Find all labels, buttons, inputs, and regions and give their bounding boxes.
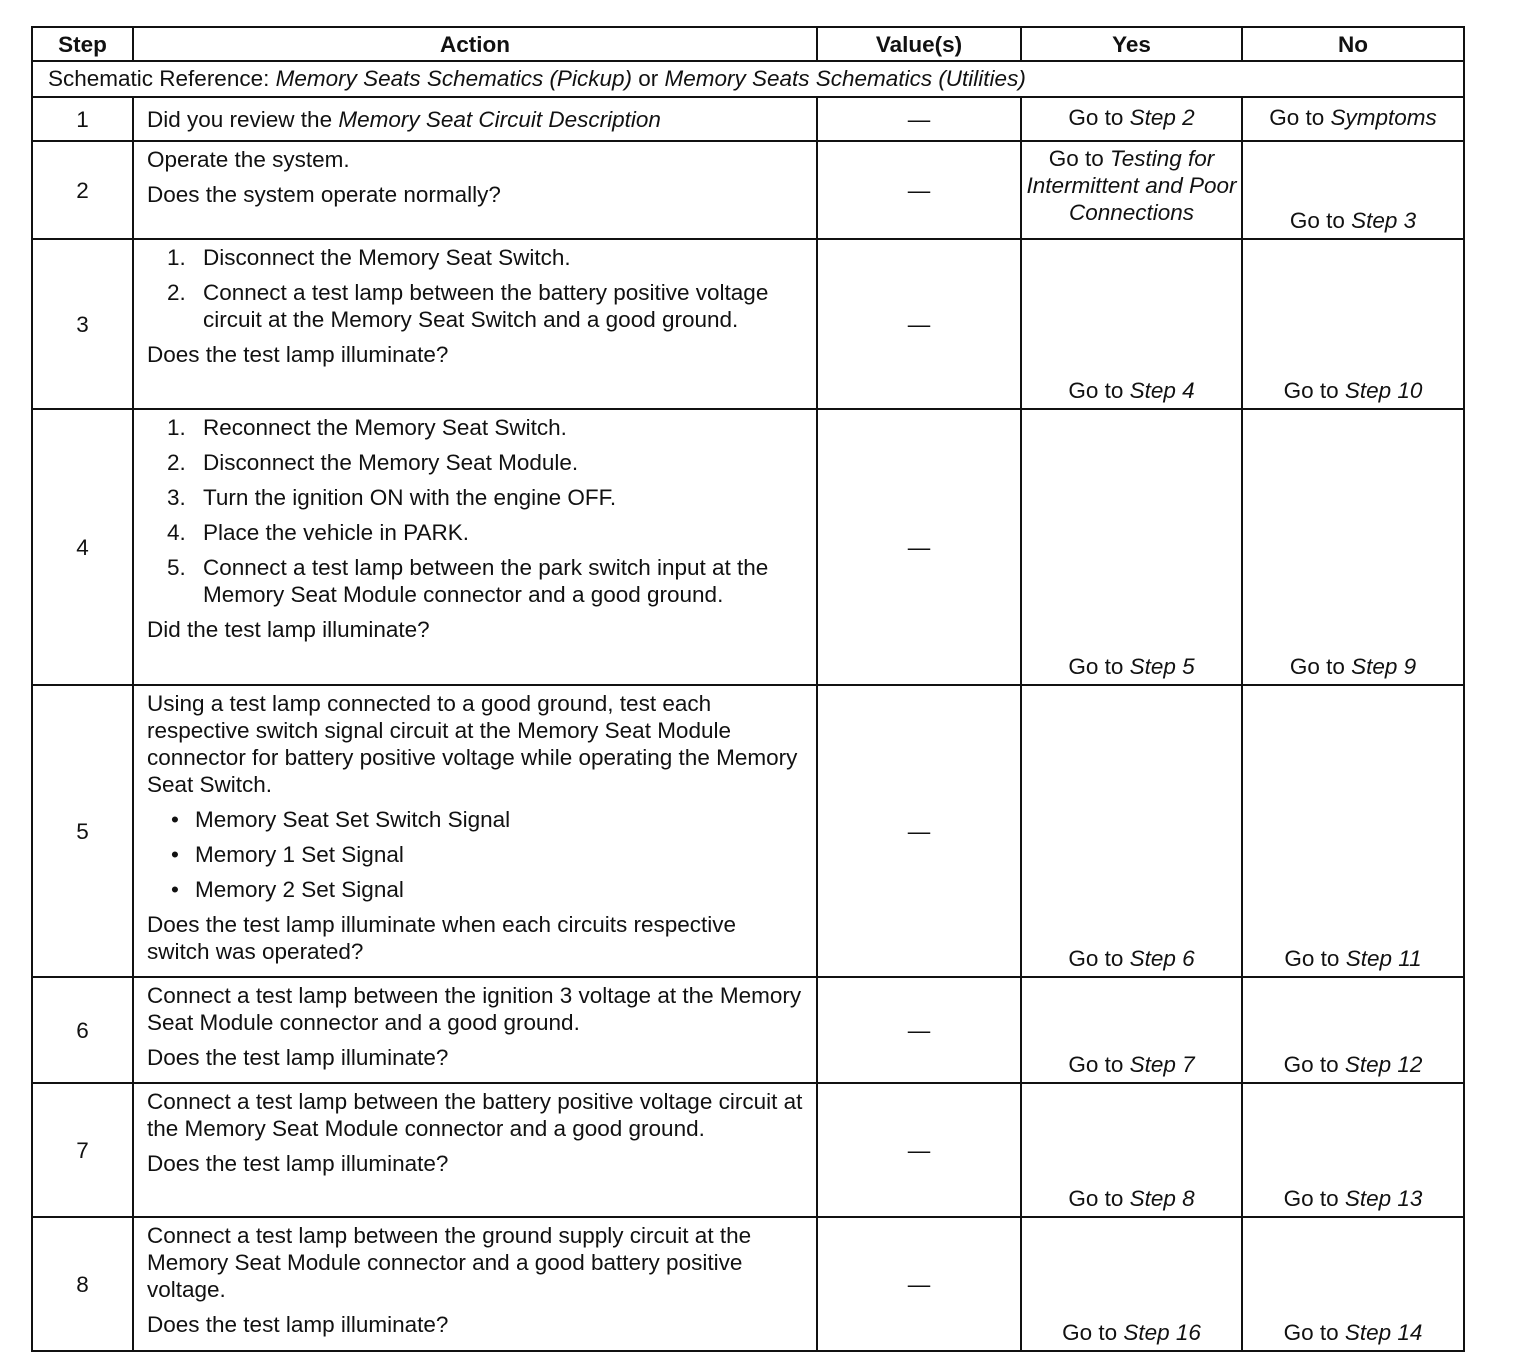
no-cell xyxy=(1242,239,1464,409)
no-link[interactable]: Step 10 xyxy=(1344,378,1423,403)
yes-cell xyxy=(1021,97,1242,141)
step-number: 1 xyxy=(32,97,133,141)
yes-link[interactable]: Step 5 xyxy=(1129,654,1195,679)
no-cell xyxy=(1242,141,1464,239)
list-item: 1. Disconnect the Memory Seat Switch. xyxy=(167,245,571,270)
value-cell: — xyxy=(817,685,1021,977)
action-question: Did the test lamp illuminate? xyxy=(147,617,430,642)
action-question: Does the test lamp illuminate? xyxy=(147,1312,449,1337)
diagnostic-table xyxy=(31,26,1465,1352)
step-number: 5 xyxy=(32,685,133,977)
yes-link[interactable]: Step 7 xyxy=(1129,1052,1195,1077)
list-item: • Memory 2 Set Signal xyxy=(171,877,404,902)
no-cell xyxy=(1242,409,1464,685)
no-cell xyxy=(1242,1217,1464,1351)
yes-prefix: Go to xyxy=(1068,104,1130,130)
no-link[interactable]: Step 11 xyxy=(1345,946,1422,971)
header-row xyxy=(32,27,1464,61)
action-question: Does the test lamp illuminate when each circuits respective switch was operated? xyxy=(147,912,737,964)
action-question: Does the test lamp illuminate? xyxy=(147,1151,449,1176)
no-cell xyxy=(1242,97,1464,141)
yes-prefix: Go to xyxy=(1068,1186,1130,1211)
step-number: 4 xyxy=(32,409,133,685)
yes-cell xyxy=(1021,1217,1242,1351)
action-cell xyxy=(133,239,817,409)
yes-link[interactable]: Step 6 xyxy=(1129,946,1195,971)
no-link[interactable]: Step 13 xyxy=(1344,1186,1423,1211)
yes-cell xyxy=(1021,141,1242,239)
header-no: No xyxy=(1242,27,1464,61)
yes-link[interactable]: Step 2 xyxy=(1129,104,1195,130)
step-number: 2 xyxy=(32,141,133,239)
list-item: 4. Place the vehicle in PARK. xyxy=(167,520,469,545)
table-row xyxy=(32,977,1464,1083)
no-link[interactable]: Step 12 xyxy=(1344,1052,1423,1077)
action-cell xyxy=(133,685,817,977)
yes-link[interactable]: Step 8 xyxy=(1129,1186,1195,1211)
schematic-link-utilities[interactable]: Memory Seats Schematics (Utilities) xyxy=(664,66,1026,91)
action-intro: Using a test lamp connected to a good ground, test each respective switch signal circuit at the Memory Seat Module connector for battery positive voltage while operating the Memory Seat Switch. xyxy=(147,691,798,797)
signal-list xyxy=(147,806,804,903)
list-item: 5. Connect a test lamp between the park switch input at the Memory Seat Module connector and a good ground. xyxy=(167,555,769,607)
yes-cell xyxy=(1021,1083,1242,1217)
header-step: Step xyxy=(32,27,133,61)
no-cell xyxy=(1242,685,1464,977)
action-question: Does the test lamp illuminate? xyxy=(147,342,449,367)
action-link[interactable]: Memory Seat Circuit Description xyxy=(338,106,661,132)
yes-cell xyxy=(1021,239,1242,409)
header-values: Value(s) xyxy=(817,27,1021,61)
value-cell: — xyxy=(817,97,1021,141)
no-prefix: Go to xyxy=(1283,1052,1345,1077)
list-item: 1. Reconnect the Memory Seat Switch. xyxy=(167,415,567,440)
no-link[interactable]: Step 9 xyxy=(1351,654,1417,679)
value-cell: — xyxy=(817,239,1021,409)
list-item: • Memory 1 Set Signal xyxy=(171,842,404,867)
action-steps xyxy=(147,414,804,608)
table-row xyxy=(32,239,1464,409)
list-item: 2. Disconnect the Memory Seat Module. xyxy=(167,450,579,475)
no-prefix: Go to xyxy=(1283,1320,1345,1345)
schematic-reference xyxy=(32,61,1464,97)
action-intro: Connect a test lamp between the battery positive voltage circuit at the Memory Seat Module connector and a good ground. xyxy=(147,1089,803,1141)
yes-prefix: Go to xyxy=(1068,1052,1130,1077)
no-link[interactable]: Step 14 xyxy=(1344,1320,1423,1345)
no-link[interactable]: Step 3 xyxy=(1351,208,1417,233)
yes-prefix: Go to xyxy=(1068,654,1130,679)
schematic-ref-or: or xyxy=(631,66,665,91)
table-row xyxy=(32,685,1464,977)
action-cell xyxy=(133,1217,817,1351)
schematic-reference-row xyxy=(32,61,1464,97)
table-row xyxy=(32,141,1464,239)
action-question: Does the test lamp illuminate? xyxy=(147,1045,449,1070)
action-cell xyxy=(133,141,817,239)
action-cell xyxy=(133,97,817,141)
action-intro: Operate the system. xyxy=(147,147,350,172)
no-prefix: Go to xyxy=(1283,1186,1345,1211)
list-item: 2. Connect a test lamp between the battery positive voltage circuit at the Memory Seat Switch and a good ground. xyxy=(167,280,769,332)
value-cell: — xyxy=(817,141,1021,239)
no-cell xyxy=(1242,1083,1464,1217)
step-number: 3 xyxy=(32,239,133,409)
list-item: • Memory Seat Set Switch Signal xyxy=(171,807,511,832)
table-row xyxy=(32,97,1464,141)
yes-link[interactable]: Step 16 xyxy=(1123,1320,1201,1345)
no-prefix: Go to xyxy=(1269,104,1331,130)
no-cell xyxy=(1242,977,1464,1083)
value-cell: — xyxy=(817,1217,1021,1351)
table-row xyxy=(32,1083,1464,1217)
yes-cell xyxy=(1021,409,1242,685)
no-prefix: Go to xyxy=(1289,208,1352,233)
action-cell xyxy=(133,977,817,1083)
action-intro: Connect a test lamp between the ground supply circuit at the Memory Seat Module connector and a good battery positive voltage. xyxy=(147,1223,752,1302)
yes-cell xyxy=(1021,977,1242,1083)
schematic-ref-prefix: Schematic Reference: xyxy=(48,66,276,91)
header-action: Action xyxy=(133,27,817,61)
list-item: 3. Turn the ignition ON with the engine OFF. xyxy=(167,485,617,510)
yes-prefix: Go to xyxy=(1068,946,1130,971)
header-yes: Yes xyxy=(1021,27,1242,61)
action-question: Does the system operate normally? xyxy=(147,182,501,207)
yes-link[interactable]: Step 4 xyxy=(1129,378,1195,403)
no-prefix: Go to xyxy=(1284,946,1346,971)
table-row xyxy=(32,409,1464,685)
schematic-link-pickup[interactable]: Memory Seats Schematics (Pickup) xyxy=(275,66,632,91)
table-row xyxy=(32,1217,1464,1351)
step-number: 7 xyxy=(32,1083,133,1217)
step-number: 6 xyxy=(32,977,133,1083)
action-intro: Connect a test lamp between the ignition 3 voltage at the Memory Seat Module connector and a good ground. xyxy=(147,983,802,1035)
yes-link[interactable]: Testing for Intermittent and Poor Connections xyxy=(1026,146,1237,225)
yes-prefix: Go to xyxy=(1048,146,1111,171)
no-prefix: Go to xyxy=(1283,378,1345,403)
no-link[interactable]: Symptoms xyxy=(1330,104,1437,130)
yes-cell xyxy=(1021,685,1242,977)
yes-prefix: Go to xyxy=(1068,378,1130,403)
value-cell: — xyxy=(817,1083,1021,1217)
action-steps xyxy=(147,244,804,333)
step-number: 8 xyxy=(32,1217,133,1351)
diagnostic-table-page xyxy=(31,26,1463,1352)
yes-prefix: Go to xyxy=(1062,1320,1124,1345)
no-prefix: Go to xyxy=(1289,654,1352,679)
value-cell: — xyxy=(817,409,1021,685)
value-cell: — xyxy=(817,977,1021,1083)
action-cell xyxy=(133,409,817,685)
action-cell xyxy=(133,1083,817,1217)
action-text: Did you review the xyxy=(147,106,339,132)
